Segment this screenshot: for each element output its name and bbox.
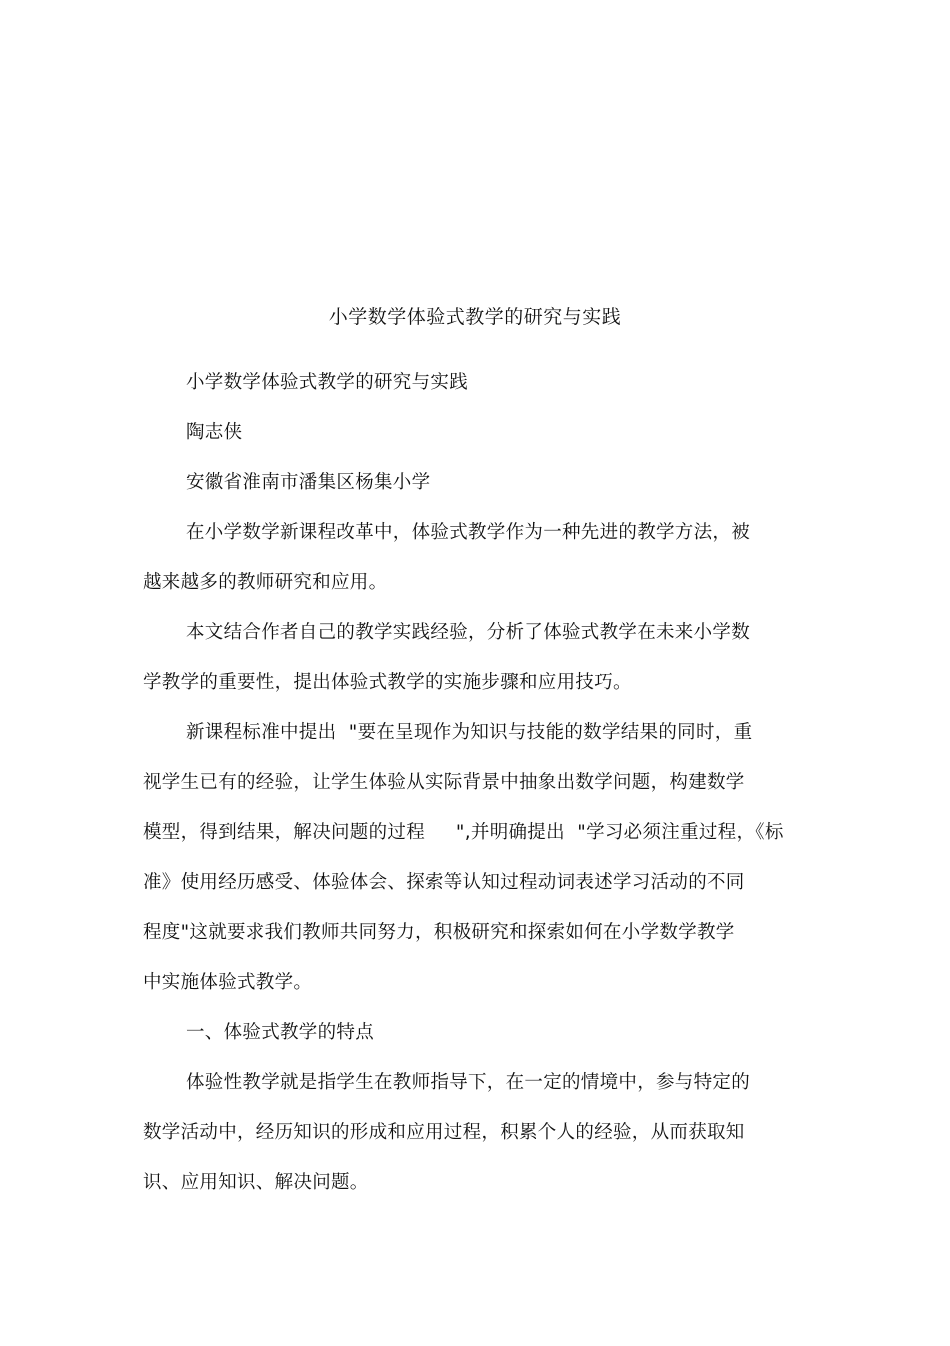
paragraph-line: 模型，得到结果，解决问题的过程 ",并明确提出 "学习必须注重过程，《标	[143, 822, 784, 843]
paragraph-line: 在小学数学新课程改革中，体验式教学作为一种先进的教学方法，被	[186, 522, 751, 543]
document-title: 小学数学体验式教学的研究与实践	[328, 306, 622, 328]
paragraph-line: 越来越多的教师研究和应用。	[143, 572, 388, 593]
paragraph-line: 学教学的重要性，提出体验式教学的实施步骤和应用技巧。	[143, 672, 632, 693]
author-affiliation: 安徽省淮南市潘集区杨集小学	[186, 472, 431, 493]
paragraph-line: 中实施体验式教学。	[143, 972, 313, 993]
paragraph-line: 识、应用知识、解决问题。	[143, 1172, 369, 1193]
paragraph-line: 数学活动中，经历知识的形成和应用过程，积累个人的经验，从而获取知	[143, 1122, 745, 1143]
document-subtitle: 小学数学体验式教学的研究与实践	[186, 372, 469, 393]
paragraph-line: 体验性教学就是指学生在教师指导下，在一定的情境中，参与特定的	[186, 1072, 751, 1093]
author-name: 陶志侠	[186, 422, 243, 443]
paragraph-line: 本文结合作者自己的教学实践经验，分析了体验式教学在未来小学数	[186, 622, 751, 643]
section-heading: 一、体验式教学的特点	[186, 1022, 375, 1043]
paragraph-line: 视学生已有的经验，让学生体验从实际背景中抽象出数学问题，构建数学	[143, 772, 745, 793]
paragraph-line: 准》使用经历感受、体验体会、探索等认知过程动词表述学习活动的不同	[143, 872, 745, 893]
paragraph-line: 新课程标准中提出 "要在呈现作为知识与技能的数学结果的同时，重	[186, 722, 753, 743]
paragraph-line: 程度"这就要求我们教师共同努力，积极研究和探索如何在小学数学教学	[143, 922, 735, 943]
